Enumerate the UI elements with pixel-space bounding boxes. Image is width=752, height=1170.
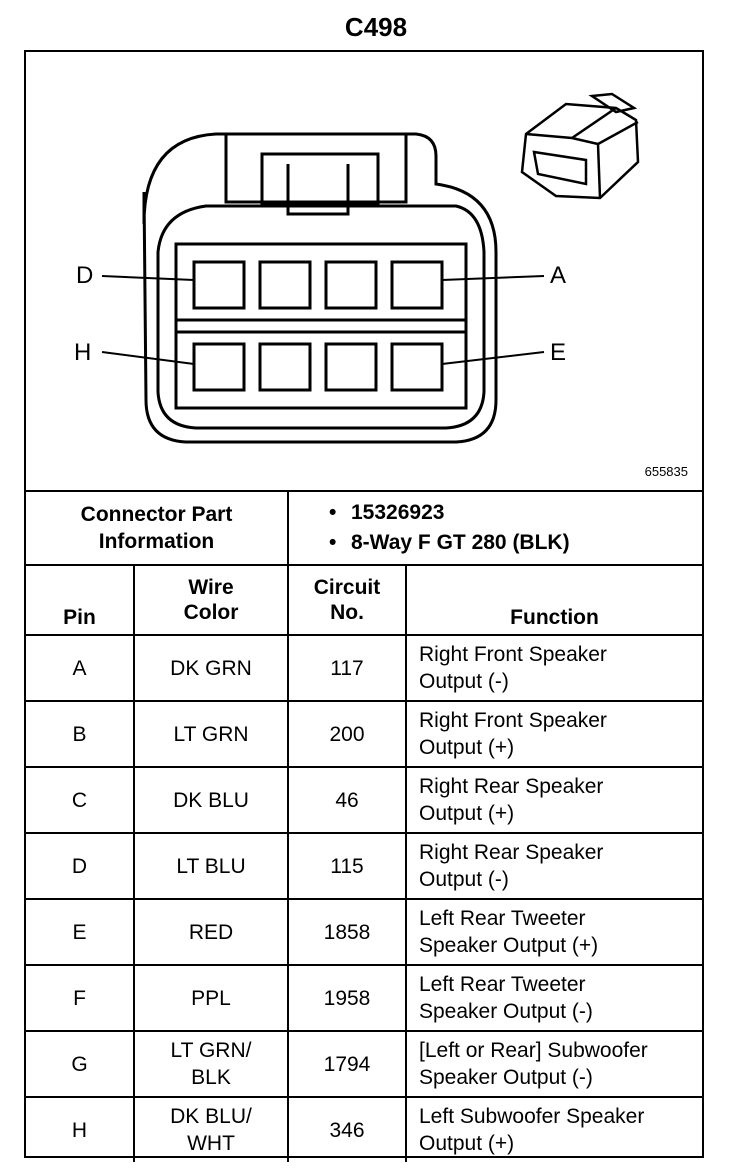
wire-color-line1: DK BLU/ [170, 1105, 252, 1128]
wire-color-cell [134, 1031, 288, 1097]
function-line2: Speaker Output (-) [419, 1066, 593, 1089]
cavity-b [326, 262, 376, 308]
table-row [26, 1031, 702, 1097]
function-line2: Output (-) [419, 670, 509, 693]
circuit-cell: 115 [288, 833, 406, 899]
pin-cell: H [26, 1097, 134, 1162]
table-row [26, 965, 702, 1031]
connector-frame [24, 50, 704, 1158]
leader-h [102, 352, 194, 364]
function-cell [406, 833, 702, 899]
connector-part-info: • 15326923 • 8-Way F GT 280 (BLK) [288, 492, 702, 565]
wire-color-line2: WHT [187, 1132, 235, 1155]
pin-cell: B [26, 701, 134, 767]
table-row [26, 899, 702, 965]
header-row [26, 565, 702, 635]
connector-diagram [26, 52, 702, 492]
connector-part-label-line1: Connector Part [80, 503, 233, 526]
wire-color-cell [134, 767, 288, 833]
wire-color-cell [134, 701, 288, 767]
function-line1: [Left or Rear] Subwoofer [419, 1039, 648, 1062]
function-line2: Speaker Output (-) [419, 1000, 593, 1023]
cavity-h [194, 344, 244, 390]
pin-cell: D [26, 833, 134, 899]
leader-a [442, 276, 544, 280]
function-line1: Left Rear Tweeter [419, 973, 586, 996]
wire-color-line2: BLK [191, 1066, 231, 1089]
wire-color-cell [134, 1097, 288, 1162]
header-wire-line2: Color [183, 601, 239, 624]
wire-color-cell [134, 635, 288, 701]
cavity-a [392, 262, 442, 308]
table-row [26, 1097, 702, 1162]
leader-e [442, 352, 544, 364]
pin-cell: C [26, 767, 134, 833]
function-line1: Right Rear Speaker [419, 841, 604, 864]
wire-color-cell [134, 965, 288, 1031]
wire-color-line1: DK GRN [170, 656, 252, 680]
cavity-e [392, 344, 442, 390]
header-circuit-line2: No. [330, 601, 364, 624]
cavity-f [326, 344, 376, 390]
connector-part-row [26, 492, 702, 565]
pin-label-a: A [550, 262, 567, 289]
wire-color-line1: LT GRN/ [170, 1039, 252, 1062]
connector-3d-icon [522, 94, 638, 198]
pin-label-e: E [550, 339, 567, 366]
cavity-g [260, 344, 310, 390]
connector-part-label-line2: Information [98, 530, 215, 553]
function-line1: Right Front Speaker [419, 709, 607, 732]
pin-label-d: D [76, 262, 94, 289]
wire-color-cell [134, 833, 288, 899]
leader-d [102, 276, 194, 280]
table-row [26, 701, 702, 767]
wire-color-line1: DK BLU [173, 788, 249, 812]
housing-inner [158, 206, 484, 428]
figure-number: 655835 [644, 464, 688, 479]
circuit-cell: 1794 [288, 1031, 406, 1097]
wire-color-cell [134, 899, 288, 965]
function-line1: Left Subwoofer Speaker [419, 1105, 645, 1128]
header-circuit [288, 565, 406, 635]
function-cell [406, 1097, 702, 1162]
latch-inner [262, 154, 378, 204]
pin-label-h: H [74, 339, 92, 366]
wire-color-line1: PPL [191, 986, 231, 1010]
wire-color-line1: RED [188, 920, 234, 944]
diagram-title: C498 [344, 12, 408, 42]
cavity-d [194, 262, 244, 308]
pin-table [26, 492, 702, 1162]
pin-cell: F [26, 965, 134, 1031]
pin-cell: A [26, 635, 134, 701]
circuit-cell: 200 [288, 701, 406, 767]
function-line1: Left Rear Tweeter [419, 907, 586, 930]
circuit-cell: 1958 [288, 965, 406, 1031]
pin-cell: E [26, 899, 134, 965]
header-circuit-line1: Circuit [313, 576, 381, 599]
circuit-cell: 346 [288, 1097, 406, 1162]
function-line2: Speaker Output (+) [419, 934, 599, 957]
circuit-cell: 1858 [288, 899, 406, 965]
circuit-cell: 46 [288, 767, 406, 833]
connector-part-label [26, 492, 288, 565]
function-line1: Right Front Speaker [419, 643, 607, 666]
function-cell [406, 1031, 702, 1097]
function-cell [406, 701, 702, 767]
function-cell [406, 899, 702, 965]
wire-color-line1: LT GRN [173, 722, 249, 746]
function-line2: Output (+) [419, 802, 515, 825]
header-pin: Pin [26, 565, 134, 635]
function-cell [406, 767, 702, 833]
function-line2: Output (+) [419, 736, 515, 759]
cavity-c [260, 262, 310, 308]
header-wire-line1: Wire [188, 576, 234, 599]
function-line1: Right Rear Speaker [419, 775, 604, 798]
function-line2: Output (-) [419, 868, 509, 891]
part-description: 8-Way F GT 280 (BLK) [351, 531, 570, 554]
function-cell [406, 965, 702, 1031]
header-wire-color [134, 565, 288, 635]
circuit-cell: 117 [288, 635, 406, 701]
table-row [26, 635, 702, 701]
function-cell [406, 635, 702, 701]
table-row [26, 833, 702, 899]
wire-color-line1: LT BLU [176, 854, 246, 878]
function-line2: Output (+) [419, 1132, 515, 1155]
header-function: Function [406, 565, 702, 635]
part-number: 15326923 [351, 501, 445, 524]
cavity-block [176, 244, 466, 408]
table-row [26, 767, 702, 833]
pin-cell: G [26, 1031, 134, 1097]
connector-face-drawing [26, 52, 702, 490]
